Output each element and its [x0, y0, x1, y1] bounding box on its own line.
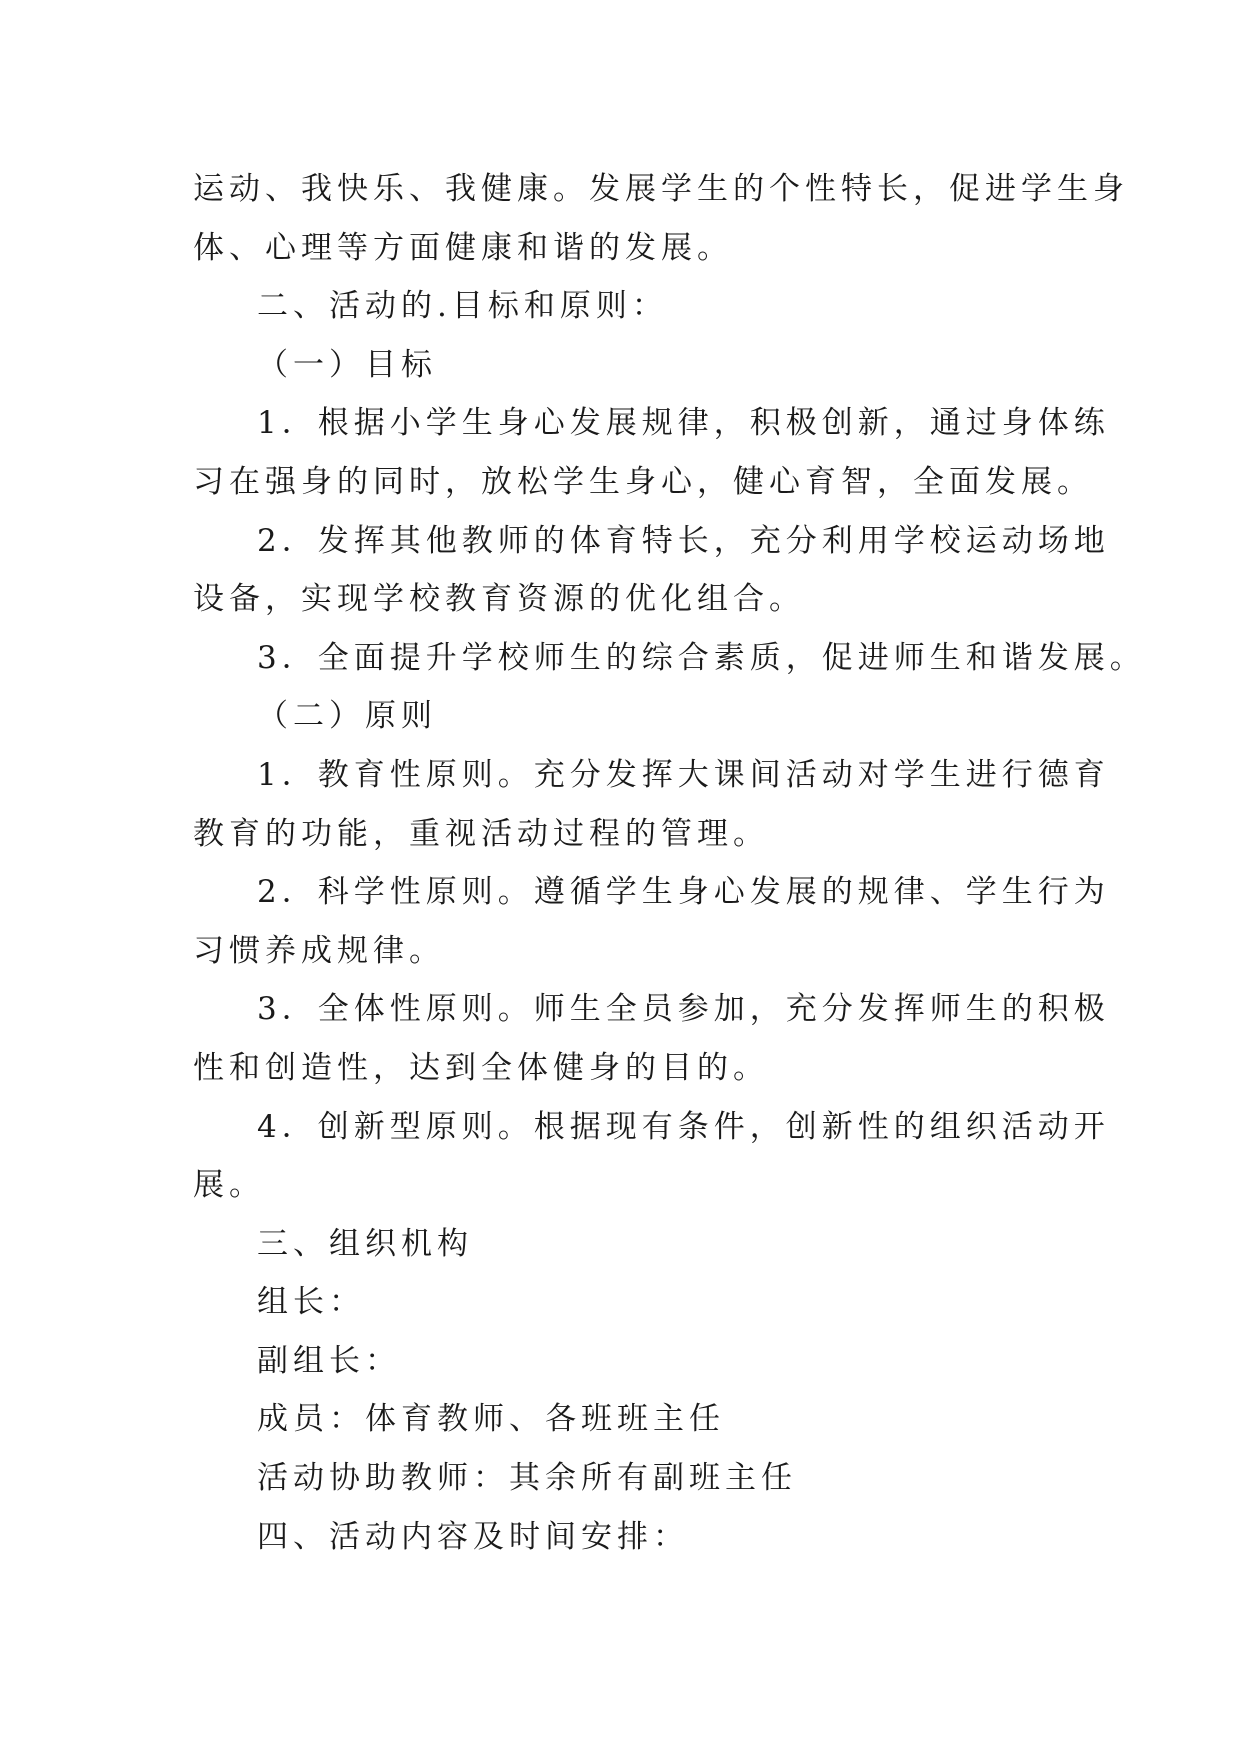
- section-heading: 四、活动内容及时间安排：: [257, 1518, 689, 1555]
- list-item: 3．全体性原则。师生全员参加，充分发挥师生的积极: [257, 991, 1110, 1028]
- list-item: 4．创新型原则。根据现有条件，创新性的组织活动开: [257, 1108, 1110, 1145]
- paragraph-line: 性和创造性，达到全体健身的目的。: [193, 1049, 769, 1086]
- paragraph-line: 习惯养成规律。: [193, 932, 445, 969]
- list-item: 2．科学性原则。遵循学生身心发展的规律、学生行为: [257, 874, 1110, 911]
- section-heading: 二、活动的.目标和原则：: [257, 288, 668, 325]
- org-role-line: 成员：体育教师、各班班主任: [257, 1401, 725, 1438]
- list-item: 3．全面提升学校师生的综合素质，促进师生和谐发展。: [257, 639, 1146, 676]
- org-role-line: 活动协助教师：其余所有副班主任: [257, 1460, 797, 1497]
- paragraph-line: 运动、我快乐、我健康。发展学生的个性特长，促进学生身: [193, 171, 1129, 207]
- paragraph-line: 体、心理等方面健康和谐的发展。: [193, 229, 733, 266]
- org-role-line: 组长：: [257, 1284, 365, 1321]
- org-role-line: 副组长：: [257, 1342, 401, 1379]
- list-item: 1．教育性原则。充分发挥大课间活动对学生进行德育: [257, 756, 1110, 793]
- paragraph-line: 习在强身的同时，放松学生身心，健心育智，全面发展。: [193, 463, 1093, 500]
- section-heading: 三、组织机构: [257, 1225, 473, 1262]
- document-body: [193, 160, 1146, 1566]
- paragraph-line: 展。: [193, 1167, 265, 1204]
- subsection-heading: （二）原则: [257, 698, 437, 735]
- subsection-heading: （一）目标: [257, 346, 437, 383]
- list-item: 1．根据小学生身心发展规律，积极创新，通过身体练: [257, 405, 1110, 442]
- list-item: 2．发挥其他教师的体育特长，充分利用学校运动场地: [257, 522, 1110, 559]
- paragraph-line: 教育的功能，重视活动过程的管理。: [193, 815, 769, 852]
- paragraph-line: 设备，实现学校教育资源的优化组合。: [193, 581, 805, 618]
